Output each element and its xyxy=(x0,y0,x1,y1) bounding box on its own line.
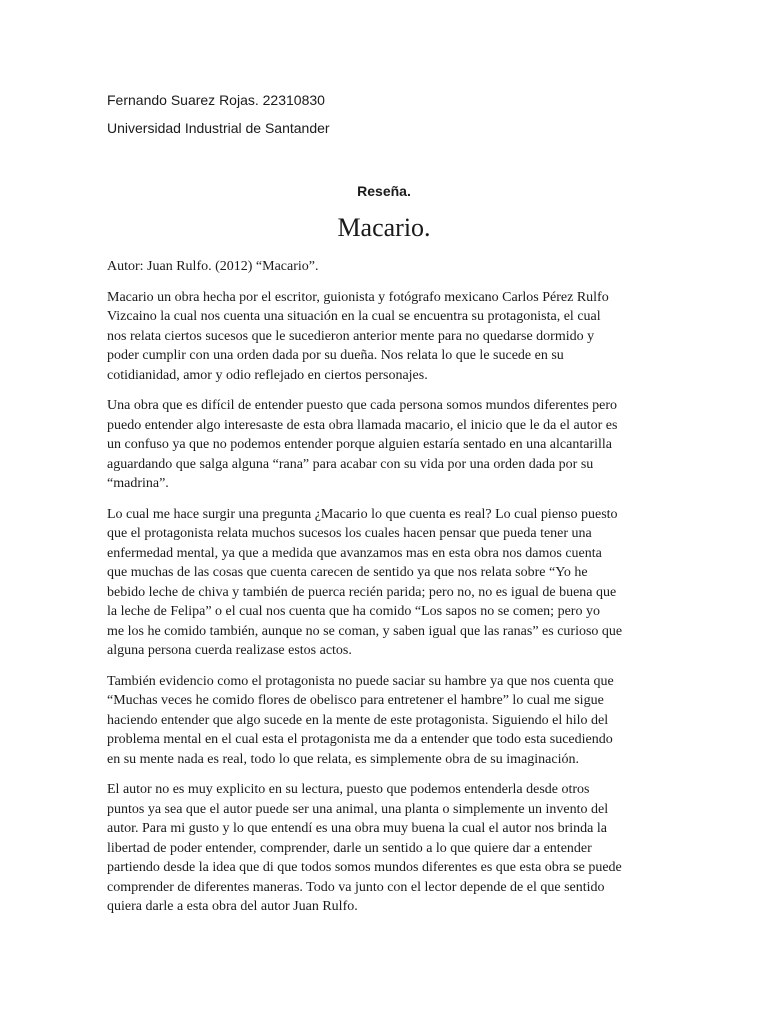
citation xyxy=(107,257,635,277)
paragraph-line: bebido leche de chiva y también de puerca recién parida; pero no, no es igual de buena que xyxy=(107,584,617,600)
paragraph-line: alguna persona cuerda realizase estos actos. xyxy=(107,643,352,658)
paragraph-line: problema mental en el cual esta el protagonista me da a entender que todo esta sucediendo xyxy=(107,732,613,747)
paragraph-line: Una obra que es difícil de entender puesto que cada persona somos mundos diferentes pero xyxy=(107,398,618,413)
paragraph-line: aguardando que salga alguna “rana” para acabar con su vida por una orden dada por su xyxy=(107,456,594,472)
paragraph-line: También evidencio como el protagonista no puede saciar su hambre ya que nos cuenta que xyxy=(107,673,614,689)
paragraph-line: Lo cual me hace surgir una pregunta ¿Macario lo que cuenta es real? Lo cual pienso puesto xyxy=(107,506,618,522)
paragraph-line: Vizcaino la cual nos cuenta una situación en la cual se encuentra su protagonista, el cual xyxy=(107,309,601,324)
citation-line: Autor: Juan Rulfo. (2012) “Macario”. xyxy=(107,259,319,274)
paragraph xyxy=(107,288,635,386)
document-title: Macario. xyxy=(337,213,431,242)
paragraph-line: haciendo entender que algo sucede en la mente de este protagonista. Siguiendo el hilo del xyxy=(107,712,609,728)
paragraph-line: en su mente nada es real, todo lo que relata, es simplemente obra de su imaginación. xyxy=(107,751,579,767)
paragraph-line: comprender de diferentes maneras. Todo va junto con el lector depende de el que sentido xyxy=(107,879,605,895)
paragraph-line: puedo entender algo interesaste de esta obra llamada macario, el inicio que le da el autor es xyxy=(107,417,618,433)
paragraph-line: puntos ya sea que el autor puede ser una animal, una planta o simplemente un invento del xyxy=(107,801,609,817)
paragraph-line: que muchas de las cosas que cuenta carecen de sentido ya que nos relata sobre “Yo he xyxy=(107,565,588,580)
document-body xyxy=(107,257,635,928)
paragraph xyxy=(107,672,635,770)
university-line: Universidad Industrial de Santander xyxy=(107,120,330,136)
paragraph-line: “Muchas veces he comido flores de obelisco para entretener el hambre” lo cual me sigue xyxy=(107,693,604,708)
paragraph-line: El autor no es muy explicito en su lectura, puesto que podemos entenderla desde otros xyxy=(107,782,590,797)
paragraph-line: “madrina”. xyxy=(107,476,169,491)
paragraph-line: Macario un obra hecha por el escritor, guionista y fotógrafo mexicano Carlos Pérez Rulfo xyxy=(107,289,609,305)
paragraph-line: que el protagonista relata muchos sucesos los cuales hacen pensar que pueda tener una xyxy=(107,526,592,541)
paragraph-line: partiendo desde la idea que di que todos somos mundos diferentes es que esta obra se puede xyxy=(107,860,622,875)
paragraph xyxy=(107,505,635,661)
paragraph-line: cotidianidad, amor y odio reflejado en ciertos personajes. xyxy=(107,367,428,383)
paragraph-line: autor. Para mi gusto y lo que entendí es una obra muy buena la cual el autor nos brinda la xyxy=(107,821,607,836)
paragraph-line: nos relata ciertos sucesos que le sucedieron anterior mente para no quedarse dormido y xyxy=(107,328,595,344)
paragraph xyxy=(107,780,635,917)
document-label: Reseña. xyxy=(357,183,411,199)
paragraph xyxy=(107,396,635,494)
paragraph-line: libertad de poder entender, comprender, darle un sentido a lo que quiere dar a entender xyxy=(107,840,592,856)
paragraph-line: quiera darle a esta obra del autor Juan Rulfo. xyxy=(107,899,358,914)
paragraph-line: la leche de Felipa” o el cual nos cuenta que ha comido “Los sapos no se comen; pero yo xyxy=(107,604,600,619)
paragraphs xyxy=(107,288,635,917)
author-line: Fernando Suarez Rojas. 22310830 xyxy=(107,92,325,108)
paragraph-line: enfermedad mental, ya que a medida que avanzamos mas en esta obra nos damos cuenta xyxy=(107,545,602,561)
paragraph-line: me los he comido también, aunque no se coman, y saben igual que las ranas” es curioso que xyxy=(107,623,623,639)
paragraph-line: un confuso ya que no podemos entender porque alguien estaría sentado en una alcantarilla xyxy=(107,437,612,452)
paragraph-line: poder cumplir con una orden dada por su dueña. Nos relata lo que le sucede en su xyxy=(107,348,564,363)
